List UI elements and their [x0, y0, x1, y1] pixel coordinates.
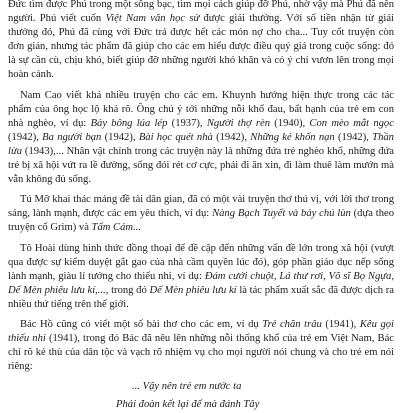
italic-title-run: Nàng Bạch Tuyết và bảy chú lùn [212, 208, 351, 220]
paragraph-tu-mo [8, 193, 394, 235]
text-run: (1942), [212, 131, 251, 143]
text-run: Nam Cao viết khá nhiều truyện cho các em. Khuynh hướng hiện thực trong các tác phẩm của ông học lộ khá rõ. Ông chú ý tới những nỗi khổ đau, bất hạnh của trẻ em con nhà nghèo, ví dụ: [8, 89, 394, 129]
italic-title-run: Bảy bông lúa lép [90, 117, 168, 129]
italic-title-run: Người thợ rèn [206, 117, 271, 129]
text-run: (1941), trong đó Bác đã nêu lên những nỗi thống khổ của trẻ em Việt Nam, Bác chỉ rõ kẻ thù của dân tộc và vạch rõ nhiệm vụ cho mọi người nói chung và cho trẻ em nói riêng: [8, 333, 394, 373]
text-run: Tú Mỡ khai thác mảng đề tài dân gian, đã có một vài truyện thơ thú vị, với lời thơ trong sáng, lành mạnh, được các em yêu thích, ví dụ: [8, 194, 394, 220]
paragraph-bac-ho [8, 318, 394, 374]
text-run: (1940), [270, 117, 310, 129]
text-run: (1942), [8, 131, 43, 143]
italic-title-run: Thần lừa [8, 131, 394, 157]
poem-quote [8, 380, 394, 412]
italic-title-run: Đám cưới chuột, Lá thư rơi, Võ sĩ Bọ Ngựa, Dế Mèn phiêu lưu kí,..., [8, 270, 394, 296]
paragraph-phu-duc [8, 0, 394, 83]
text-run: trong đó [108, 284, 150, 296]
poem-line: Phải đoàn kết lại để mà đánh Tây [116, 399, 260, 411]
italic-title-run: Ba người bạn [42, 131, 102, 143]
italic-title-run: Kêu gọi thiếu nhi [8, 318, 394, 345]
text-run: là tác phẩm xuất sắc đã được dịch ra nhiều thứ tiếng trên thế giới. [8, 284, 394, 310]
italic-title-run: Trẻ chăn trâu [262, 318, 322, 330]
text-run: (dựa theo truyện cổ Grim) và [8, 208, 394, 234]
italic-title-run: Dế Mèn phiêu lưu kí [149, 284, 237, 296]
text-run: (1937), [167, 117, 207, 129]
paragraph-to-hoai [8, 242, 394, 312]
text-run: được giải thưởng. Với số tiền nhận từ giải thưởng đó, Phú đã cùng với Đức trả được hết các món nợ cho cha... Tuy cốt truyện còn đơn giản, nhưng tác phẩm đã giúp cho các em hiểu được điều quý giá trong cuộc sống: đó là sự cần cù, chịu khó, biết giúp đỡ những người khó khăn và có ý chí vươn lên trong mọi hoàn cảnh. [8, 13, 394, 81]
paragraph-nam-cao [8, 89, 394, 188]
document-page [8, 0, 394, 413]
italic-title-run: Việt Nam văn học sử [105, 13, 200, 25]
italic-title-run: Tấm Cám... [91, 222, 141, 234]
italic-title-run: Bài học quét nhà [138, 131, 213, 143]
text-run: (1941), [321, 318, 360, 330]
italic-title-run: Những kẻ khốn nạn [250, 131, 335, 143]
text-run: (1943),... Nhân vật chính trong các truyện này là những đứa trẻ nghèo khổ, những đứa trẻ bị xã hội vứt ra lề đường, sống đói rét cơ cực, phải đi ăn xin, đi làm thuê làm mướn mà vẫn không đủ sống. [8, 145, 394, 186]
text-run: Đức tìm được Phú trong một sông bạc, tìm mọi cách giúp đỡ Phú, nhờ vậy mà Phú đã nên người. Phú viết cuốn [8, 0, 394, 25]
italic-title-run: Con mèo mắt ngọc [309, 117, 394, 129]
text-run: Tô Hoài dùng hình thức đồng thoại để đề cập đến những vấn đề lớn trong xã hội (vượt qua được sự kiểm duyệt gắt gao của nhà cầm quyền lúc đó), góp phần giáo dục nếp sống lành mạnh, giàu lí tưởng cho thiếu nhi, ví dụ: [8, 242, 394, 282]
text-run: (1942), [101, 131, 139, 143]
poem-line: ... Vậy nên trẻ em nước ta [132, 381, 242, 393]
text-run: Bác Hồ cũng có viết một số bài thơ cho các em, ví dụ [20, 318, 263, 330]
text-run: (1942), [334, 131, 373, 143]
